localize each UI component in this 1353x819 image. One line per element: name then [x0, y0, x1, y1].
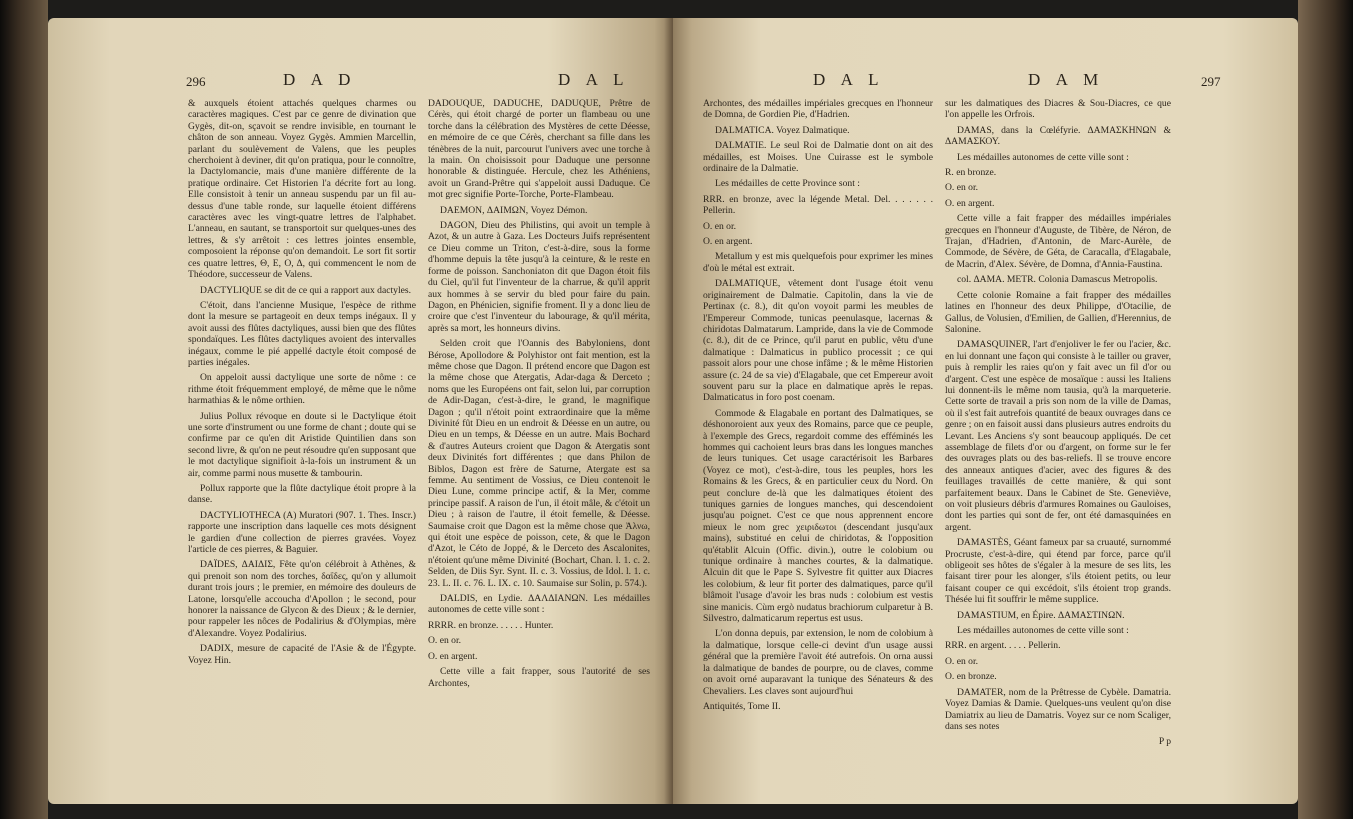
- medal-line: R. en bronze.: [945, 167, 997, 179]
- running-head: D A D: [283, 70, 357, 89]
- paragraph: sur les dalmatiques des Diacres & Sou-Diacres, ce que l'on appelle les Orfrois.: [945, 98, 1171, 121]
- entry-daemon: DAEMON, ΔΑΙΜΩΝ, Voyez Démon.: [440, 204, 588, 216]
- book-edge-right: [1298, 0, 1353, 819]
- paragraph: Cette ville a fait frapper des médailles impériales grecques en l'honneur d'Auguste, de Tibère, de Néron, de Trajan, d'Hadrien, d'Antonin, de Marc-Aurèle, de Commode, de Sévère, de Géta, de Caracalla, d'Elagabale, de Macrin, d'Alex. Sévère, de Domna, d'Annia-Faustina.: [945, 213, 1171, 270]
- entry-damastes: DAMASTÈS, Géant fameux par sa cruauté, surnommé Procruste, c'est-à-dire, qui étend par force, parce qu'il obligeoit ses hôtes de s'égaler à la mesure de ses lits, les faisant tirer pour les alonger, s'ils étoient petits, ou leur faisant couper ce qui excédoit, s'ils étoient trop grands. Thésée lui fit souffrir le même supplice.: [945, 537, 1171, 606]
- running-head: D A L: [558, 70, 630, 89]
- paragraph: Les médailles autonomes de cette ville sont :: [957, 625, 1129, 637]
- medal-line: RRRR. en bronze. . . . . . Hunter.: [428, 619, 554, 631]
- book-edge-left: [0, 0, 48, 819]
- paragraph: Pollux rapporte que la flûte dactylique étoit propre à la danse.: [188, 483, 416, 506]
- paragraph: Julius Pollux révoque en doute si le Dactylique étoit une sorte d'instrument ou une forme de chant ; doute qui se confirme par ce qu'en dit Aristide Quintilien dans son second livre, & qu'on ne peut résoudre qu'en supposant que le mot dactylique signifioit à-la-fois un instrument & un air, comme parmi nous musette & tambourin.: [188, 410, 416, 479]
- paragraph: Metallum y est mis quelquefois pour exprimer les mines d'où le métal est extrait.: [703, 251, 933, 274]
- entry-damater: DAMATER, nom de la Prêtresse de Cybèle. Damatria. Voyez Damias & Damie. Quelques-uns veulent qu'on dise Damiatrix au lieu de Damatris. Voyez sur ce nom Scaliger, dans ses notes: [945, 686, 1171, 732]
- entry-dadix: DADIX, mesure de capacité de l'Asie & de l'Égypte. Voyez Hin.: [188, 643, 416, 666]
- paragraph: Les médailles autonomes de cette ville sont :: [957, 151, 1129, 163]
- left-page: [48, 18, 673, 804]
- entry-damastium: DAMASTIUM, en Épire. ΔΑΜΑΣΤΙΝΩΝ.: [957, 609, 1125, 621]
- text-column-1: [188, 98, 416, 670]
- paragraph: Commode & Elagabale en portant des Dalmatiques, se déshonoroient aux yeux des Romains, parce que ce peuple, à l'exemple des Grecs, regardoit comme des efféminés les hommes qui cachoient leurs bras dans les longues manches de leurs tuniques. Cet usage caractérisoit les Barbares (Voyez ce mot), c'est-à-dire, tous les peuples, hors les Romains & les Grecs, & en particulier ceux du Nord. On peut conclure de-là que les dalmatiques étoient des tuniques garnies de longues manches, qui descendoient jusqu'au poignet. C'est ce que nous apprennent encore mieux le nom grec χειριδωτοι (descendant jusqu'aux mains), substitué en celui de chiridotas, & l'opposition qu'établit Alcuin (Offic. divin.), outre le colobium ou tunique ordinaire à manches courtes, & la dalmatique. Alcuin dit que le Pape S. Sylvestre fit quitter aux Diacres les colobium, & leur fit porter des dalmatiques, parce qu'il blâmoit l'usage d'avoir les bras nuds : colobium est vestis sine manicis. Cùm ergò nudatus brachiorum culparetur à B. Silvestro, dalmaticarum repertus est usus.: [703, 407, 933, 625]
- paragraph: Les médailles de cette Province sont :: [715, 178, 860, 190]
- text-column-2: [428, 98, 650, 693]
- medal-line: O. en argent.: [428, 650, 478, 662]
- medal-line: O. en or.: [428, 635, 462, 647]
- medal-line: RRR. en bronze, avec la légende Metal. Del. . . . . . . Pellerin.: [703, 193, 933, 217]
- paragraph: Archontes, des médailles impériales grecques en l'honneur de Domna, de Gordien Pie, d'Hadrien.: [703, 98, 933, 121]
- paragraph: Cette ville a fait frapper, sous l'autorité de ses Archontes,: [428, 666, 650, 689]
- entry-dalmatique: DALMATIQUE, vêtement dont l'usage étoit venu originairement de Dalmatie. Capitolin, dans la vie de Pertinax (c. 8.), dit qu'on voyoit parmi les meubles de l'Empereur Commode, tunicas peenulasque, lacernas & chiridotas Dalmatarum. Lampride, dans la vie de Commode (c. 8.), dit de ce Prince, qu'il parut en public, vêtu d'une dalmatique : Dalmaticus in publico processit ; ce qui passoit alors pour une chose infâme ; & le même Historien assure (c. 24 de sa vie) d'Elagabale, que cet Empereur avoit souvent paru sur la place en dalmatique après le repas. Dalmaticatus in foro post coenam.: [703, 278, 933, 404]
- entry-damas: DAMAS, dans la Cœléfyrie. ΔΑΜΑΣΚΗΝΩΝ & ΔΑΜΑΣΚΟΥ.: [945, 124, 1171, 148]
- entry-dadouque: DADOUQUE, DADUCHE, DADUQUE, Prêtre de Cérès, qui étoit chargé de porter un flambeau ou une torche dans la célébration des Mystères de cette Déesse, en mémoire de ce que Cérès, cherchant sa fille dans les ténèbres de la nuit, parcourut l'univers avec une torche à la main. On choisissoit pour Daduque une personne honorable & distinguée. Hercule, chez les Athéniens, avoit un Grand-Prêtre qui s'appeloit aussi Daduque. Ce mot grec signifie Porte-Torche, Porte-Flambeau.: [428, 98, 650, 201]
- medal-line: O. en or.: [703, 220, 737, 232]
- signature-line: Antiquités, Tome II.: [703, 700, 781, 712]
- entry-dalmatica: DALMATICA. Voyez Dalmatique.: [715, 124, 850, 136]
- entry-daides: DAÏDES, ΔΑΙΔΙΣ, Fête qu'on célébroit à Athènes, & qui prenoit son nom des torches, δαΐδες, qu'on y allumoit durant trois jours ; le premier, en mémoire des douleurs de Latone, lorsqu'elle accoucha d'Apollon ; le second, pour honorer la naissance de Glycon & des Dieux ; & le dernier, pour rappeler les nôces de Podalirius & d'Olympias, mère d'Alexandre. Voyez Podalirius.: [188, 559, 416, 639]
- medal-line: O. en bronze.: [945, 671, 997, 683]
- signature-mark: P p: [1158, 736, 1171, 748]
- running-head: D A L: [813, 70, 885, 89]
- page-number: 296: [186, 74, 206, 89]
- paragraph: L'on donna depuis, par extension, le nom de colobium à la dalmatique, lorsque celle-ci devint d'un usage aussi général que la première l'avoit été autrefois. On orna aussi la dalmatique de bandes de pourpre, ou de claves, comme on avoit orné auparavant la tunique des Sénateurs & des Chevaliers. Les claves sont aujourd'hui: [703, 628, 933, 697]
- medal-line: RRR. en argent. . . . . Pellerin.: [945, 640, 1061, 652]
- text-column-2: [945, 98, 1171, 752]
- entry-damasquiner: DAMASQUINER, l'art d'enjoliver le fer ou l'acier, &c. en lui donnant une façon qui consiste à le tailler ou graver, puis à remplir les raies qu'on y fait avec un fil d'or ou d'argent. C'est une espèce de mosaïque : aussi les Italiens lui donnent-ils le même nom tausia, qu'à la marqueterie. Cette sorte de travail a pris son nom de la ville de Damas, où il s'est fait autrefois quantité de beaux ouvrages dans ce genre ; on en faisoit aussi dans plusieurs autres endroits du Levant. Les Anciens s'y sont beaucoup appliqués. De cet assemblage de filets d'or ou d'argent, on forme sur le fer des ouvrages plats ou des bas-reliefs. Il se trouve encore des anneaux antiques d'acier, avec des figures & des feuillages travaillés de cette manière, & qui sont parfaitement beaux. Dans le Cabinet de Ste. Geneviève, on voit plusieurs débris d'armures Romaines ou Gauloises, dont les parties qui sont de fer, ont été damasquinées en argent.: [945, 339, 1171, 533]
- running-head: D A M: [1028, 70, 1105, 89]
- text-column-1: [703, 98, 933, 716]
- paragraph: & auxquels étoient attachés quelques charmes ou caractères magiques. C'est par ce genre de divination que Gygès, dit-on, sçavoit se rendre invisible, en tournant le châton de son anneau. Voyez Gygès. Ammien Marcellin, parlant du soulèvement de Valens, que les peuples cherchoient à deviner, dit qu'on pratiqua, pour le connoître, la Dactylomancie, mais d'une manière différente de la pratique ordinaire. Cet Historien l'a décrite fort au long. Elle consistoit à tenir un anneau suspendu par un fil au-dessus d'une table ronde, sur laquelle étoient différens caractères avec les vingt-quatre lettres de l'alphabet. L'anneau, en sautant, se transportoit sur quelques-unes des lettres, & s'y arrêtoit : ces lettres jointes ensemble, composoient la réponse qu'on demandoit. Le sort fit sortir ces quatre lettres, Θ, Ε, Ο, Δ, qui commencent le nom de Théodore, successeur de Valens.: [188, 98, 416, 281]
- medal-line: O. en argent.: [703, 236, 753, 248]
- paragraph: col. ΔΑΜΑ. METR. Colonia Damascus Metropolis.: [957, 274, 1158, 286]
- paragraph: On appeloit aussi dactylique une sorte de nôme : ce rithme étoit fréquemment employé, de même que le nôme harmathias & le nôme orthien.: [188, 372, 416, 407]
- entry-dactylique: DACTYLIQUE se dit de ce qui a rapport aux dactyles.: [200, 284, 411, 296]
- page-number: 297: [1201, 74, 1221, 89]
- paragraph: C'étoit, dans l'ancienne Musique, l'espèce de rithme dont la mesure se partageoit en deux temps inégaux. Il y avoit aussi des flûtes dactyliques, aussi bien que des flûtes spondaïques. Les flûtes dactyliques avoient des intervalles inégaux, comme le pié appellé dactyle étoit composé de parties inégales.: [188, 299, 416, 368]
- entry-dactyliotheca: DACTYLIOTHECA (A) Muratori (907. 1. Thes. Inscr.) rapporte une inscription dans laquelle ces mots désignent le gardien d'une collection de pierres gravées. Voyez l'article de ces pierres, & Baguier.: [188, 509, 416, 556]
- medal-line: O. en or.: [945, 182, 979, 194]
- medal-line: O. en or.: [945, 655, 979, 667]
- right-page: [673, 18, 1298, 804]
- medal-line: O. en argent.: [945, 197, 995, 209]
- entry-daldis: DALDIS, en Lydie. ΔΑΛΔΙΑΝΩΝ. Les médailles autonomes de cette ville sont :: [428, 593, 650, 616]
- entry-dalmatie: DALMATIE. Le seul Roi de Dalmatie dont on ait des médailles, est Moises. Une Cuirasse est le symbole ordinaire de la Dalmatie.: [703, 140, 933, 175]
- paragraph: Cette colonie Romaine a fait frapper des médailles latines en l'honneur des deux Philippe, d'Otacilie, de Gallus, de Volusien, d'Emilien, de Gallien, d'Herennius, de Salonine.: [945, 289, 1171, 335]
- paragraph: Selden croit que l'Oannis des Babyloniens, dont Bérose, Apollodore & Polyhistor ont fait mention, est la même chose que Dagon. Il prétend encore que Dagon est la même chose que Atergatis, Adar-daga & Derceto ; noms que les Européens ont fait, selon lui, par corruption de Adir-Dagan, c'est-à-dire, le grand, le magnifique Dagon ; qu'il n'étoit point extraordinaire que la même Divinité fût Dieu en un endroit & Déesse en un autre, ou Dieu en un temps, & Déesse en un autre. Mais Bochard & d'autres Auteurs croient que Dagon & Atergatis sont deux Divinités fort différentes ; que dans Philon de Biblos, Dagon est frère de Saturne, Atergate est sa femme. Au sentiment de Vossius, ce Dieu contenoit le Dieu Lune, comme principe actif, & la Mer, comme principe passif. A raison de l'un, il étoit mâle, & c'étoit un Dieu ; à raison de l'autre, il étoit femelle, & Déesse. Saumaise croit que Dagon est la même chose que Ἀλνω, qui étoit une espèce de poisson, cete, & que le Dagon d'Azot, le Céto de Joppé, & le Derceto des Ascalonites, n'étoient qu'une même Divinité (Bochart, Chan. l. 1. c. 2. Selden, de Diis Syr. Synt. II. c. 3. Vossius, de Idol. l. 1. c. 23. L. II. c. 76. L. IX. c. 10. Saumaise sur Solin, p. 574.).: [428, 338, 650, 589]
- entry-dagon: DAGON, Dieu des Philistins, qui avoit un temple à Azot, & un autre à Gaza. Les Docteurs Juifs représentent ce Dieu comme un Triton, c'est-à-dire, sous la forme d'homme depuis la tête jusqu'à la ceinture, & le reste en forme de poisson. Sanchoniaton dit que Dagon étoit fils du Ciel, qu'il fut l'inventeur de la charrue, & qu'il apprit aux hommes à se servir du bled pour faire du pain. Dagon, en Phénicien, signifie froment. Il y a donc lieu de croire que c'est l'inventeur du labourage, & qu'il mérita, après sa mort, les honneurs divins.: [428, 220, 650, 334]
